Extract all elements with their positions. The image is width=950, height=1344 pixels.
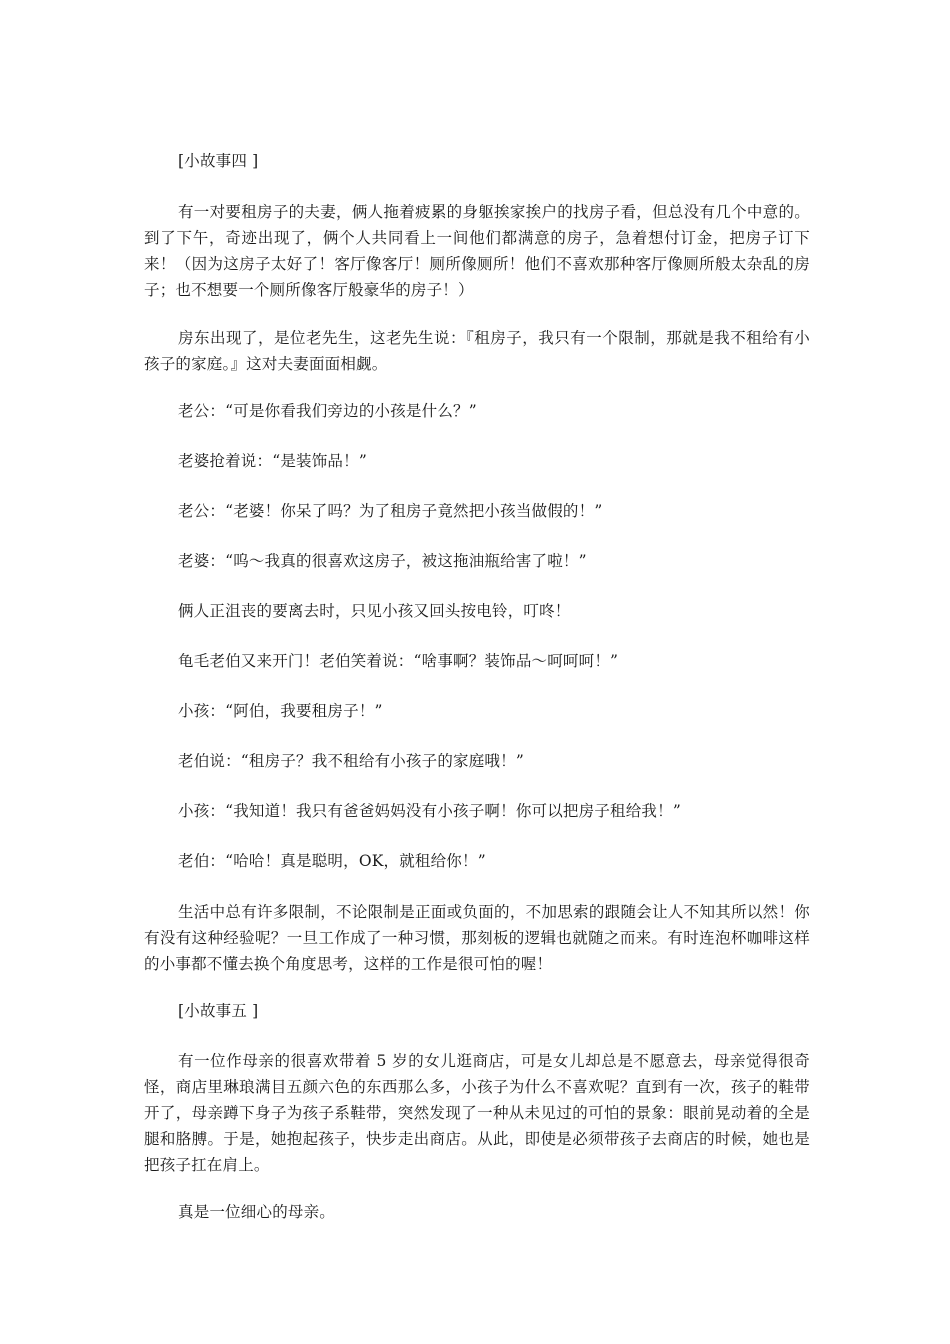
dialogue-line-8: 老伯说：“租房子？我不租给有小孩子的家庭哦！” (178, 752, 524, 770)
paragraph-closing: 真是一位细心的母亲。 (178, 1203, 336, 1221)
dialogue-line-9: 小孩：“我知道！我只有爸爸妈妈没有小孩子啊！你可以把房子租给我！” (178, 802, 681, 820)
story-heading-4: [小故事四 ] (178, 152, 259, 170)
dialogue-line-6: 龟毛老伯又来开门！老伯笑着说：“啥事啊？装饰品～呵呵呵！” (178, 652, 619, 670)
dialogue-line-3: 老公：“老婆！你呆了吗？为了租房子竟然把小孩当做假的！” (178, 502, 603, 520)
dialogue-line-10: 老伯：“哈哈！真是聪明，OK，就租给你！” (178, 852, 486, 870)
dialogue-line-1: 老公：“可是你看我们旁边的小孩是什么？” (178, 402, 477, 420)
dialogue-line-2: 老婆抢着说：“是装饰品！” (178, 452, 367, 470)
dialogue-line-7: 小孩：“阿伯，我要租房子！” (178, 702, 383, 720)
story-heading-5: [小故事五 ] (178, 1002, 259, 1020)
dialogue-line-4: 老婆：“呜～我真的很喜欢这房子，被这拖油瓶给害了啦！” (178, 552, 587, 570)
paragraph-story5: 有一位作母亲的很喜欢带着 5 岁的女儿逛商店，可是女儿却总是不愿意去，母亲觉得很奇怪，商店里琳琅满目五颜六色的东西那么多，小孩子为什么不喜欢呢？直到有一次，孩子的鞋带开了，母亲蹲下身子为孩子系鞋带，突然发现了一种从未见过的可怕的景象：眼前晃动着的全是腿和胳膊。于是，她抱起孩子，快步走出商店。从此，即使是必须带孩子去商店的时候，她也是把孩子扛在肩上。 (144, 1052, 810, 1174)
dialogue-line-5: 俩人正沮丧的要离去时，只见小孩又回头按电铃，叮咚！ (178, 602, 571, 620)
paragraph-reflection: 生活中总有许多限制，不论限制是正面或负面的，不加思索的跟随会让人不知其所以然！你有没有这种经验呢？一旦工作成了一种习惯，那刻板的逻辑也就随之而来。有时连泡杯咖啡这样的小事都不懂去换个角度思考，这样的工作是很可怕的喔！ (144, 903, 810, 973)
paragraph-story4-intro: 有一对要租房子的夫妻，俩人拖着疲累的身躯挨家挨户的找房子看，但总没有几个中意的。到了下午，奇迹出现了，俩个人共同看上一间他们都满意的房子，急着想付订金，把房子订下来！（因为这房子太好了！客厅像客厅！厕所像厕所！他们不喜欢那种客厅像厕所般太杂乱的房子；也不想要一个厕所像客厅般豪华的房子！） (144, 203, 810, 299)
paragraph-landlord: 房东出现了，是位老先生，这老先生说：『租房子，我只有一个限制，那就是我不租给有小孩子的家庭。』这对夫妻面面相觑。 (144, 329, 810, 373)
